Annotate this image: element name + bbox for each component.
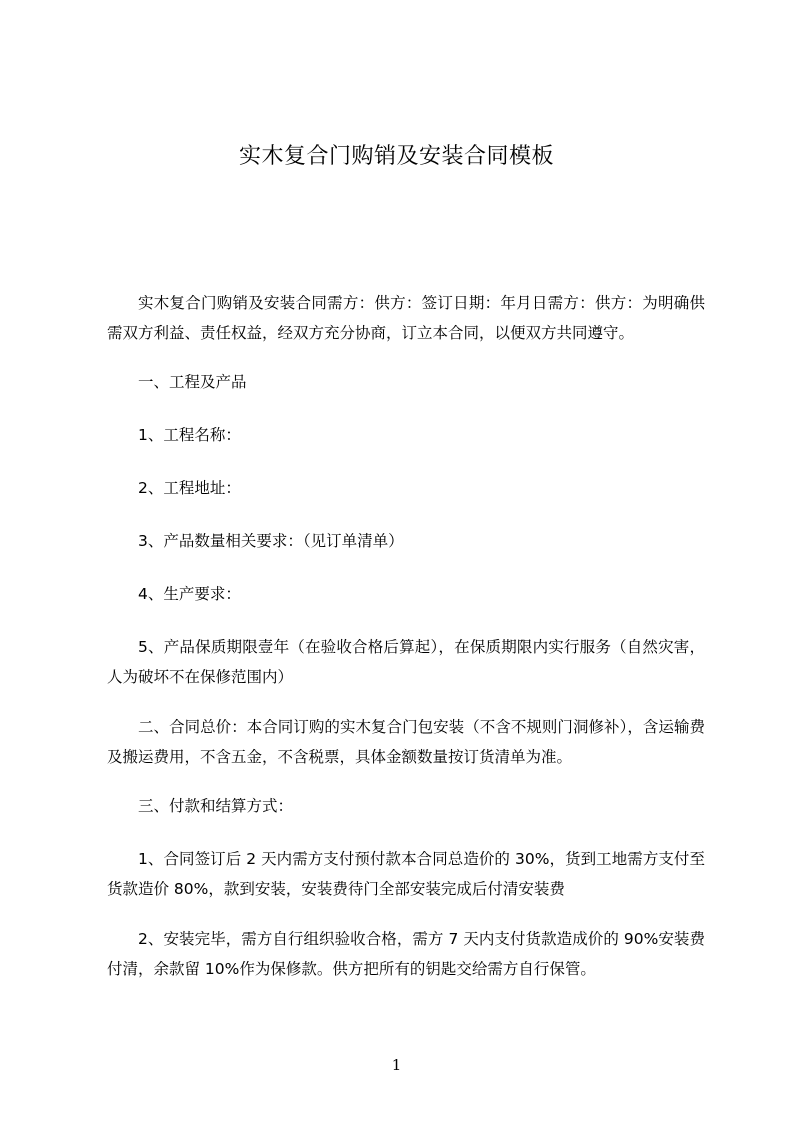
item-warranty: 5、产品保质期限壹年（在验收合格后算起），在保质期限内实行服务（自然灾害，人为破坏不在保修范围内） — [107, 638, 705, 686]
item-product-quantity: 3、产品数量相关要求：（见订单清单） — [138, 532, 404, 550]
payment-clause-2: 2、安装完毕，需方自行组织验收合格，需方 7 天内支付货款造成价的 90%安装费付清，余款留 10%作为保修款。供方把所有的钥匙交给需方自行保管。 — [107, 930, 705, 978]
document-title: 实木复合门购销及安装合同模板 — [238, 144, 554, 169]
item-production-requirements: 4、生产要求： — [138, 585, 241, 603]
item-project-name: 1、工程名称： — [138, 426, 241, 444]
payment-clause-1: 1、合同签订后 2 天内需方支付预付款本合同总造价的 30%，货到工地需方支付至货款造价 80%，款到安装，安装费待门全部安装完成后付清安装费 — [107, 850, 705, 898]
page-number: 1 — [391, 1056, 402, 1074]
section-1-heading: 一、工程及产品 — [138, 373, 247, 391]
item-project-address: 2、工程地址： — [138, 479, 241, 497]
intro-paragraph: 实木复合门购销及安装合同需方：供方：签订日期：年月日需方：供方：为明确供需双方利益、责任权益，经双方充分协商，订立本合同，以便双方共同遵守。 — [107, 294, 705, 342]
section-3-heading: 三、付款和结算方式： — [138, 797, 294, 815]
section-2-total-price: 二、合同总价：本合同订购的实木复合门包安装（不含不规则门洞修补），含运输费及搬运费用，不含五金，不含税票，具体金额数量按订货清单为准。 — [107, 718, 705, 766]
